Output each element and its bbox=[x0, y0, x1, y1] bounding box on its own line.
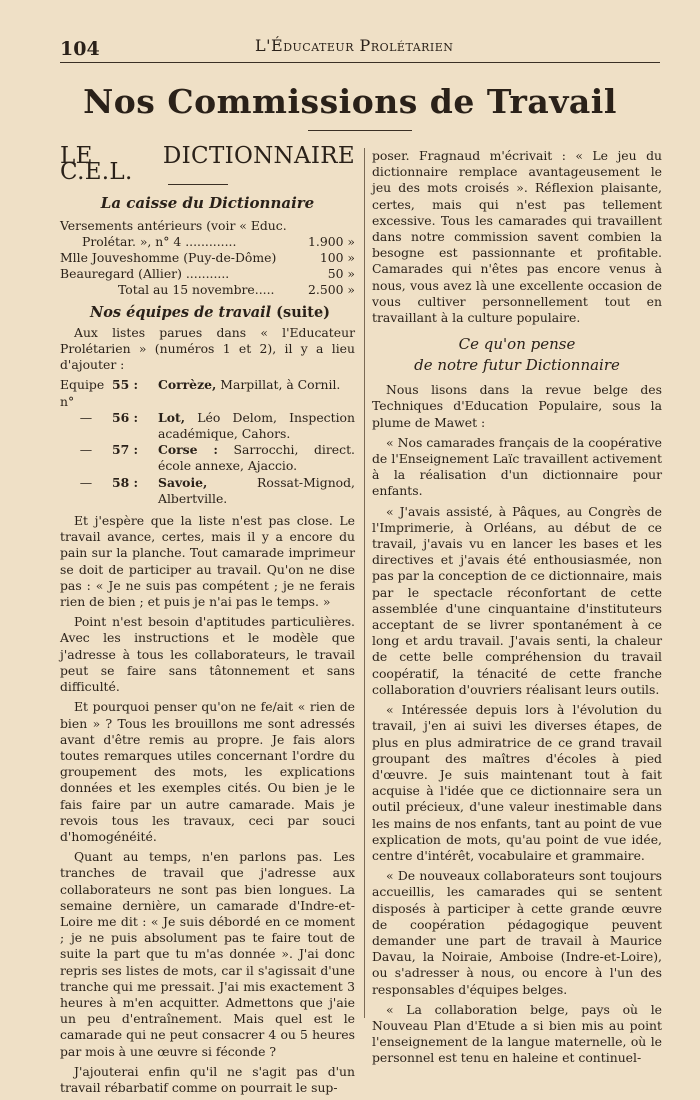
caisse-amount: 50 » bbox=[327, 266, 355, 282]
section-title-opinion bbox=[372, 334, 662, 376]
caisse-amount: 1.900 » bbox=[308, 233, 355, 249]
caisse-row bbox=[60, 234, 355, 250]
left-column bbox=[60, 143, 355, 1100]
equipe-text bbox=[158, 410, 355, 442]
equipe-number: 55 : bbox=[112, 377, 139, 393]
caisse-title: La caisse du Dictionnaire bbox=[100, 194, 315, 213]
caisse-amount: 100 » bbox=[319, 250, 355, 266]
equipes-title-text: Nos équipes de travail bbox=[90, 303, 272, 321]
page-title: Nos Commissions de Travail bbox=[83, 82, 617, 121]
equipe-entry bbox=[60, 475, 355, 507]
body-paragraph: Point n'est besoin d'aptitudes particulières. Avec les instructions et le modèle que j'adresse à tous les collaborateurs, le travail peut se faire sans tâtonnement et sans difficulté. bbox=[60, 614, 355, 695]
equipes-list bbox=[60, 377, 355, 507]
caisse-row bbox=[60, 250, 355, 266]
equipe-detail: Marpillat, à Cornil. bbox=[220, 377, 341, 393]
equipes-title-suffix: (suite) bbox=[276, 303, 331, 321]
section-rule bbox=[168, 184, 228, 185]
page-number: 104 bbox=[60, 38, 100, 60]
running-head: L'Éducateur Prolétarien bbox=[255, 36, 454, 55]
equipe-detail: Léo Delom, Inspection académique, Cahors. bbox=[158, 409, 355, 442]
equipe-entry bbox=[60, 410, 355, 442]
section-title-line-1: Ce qu'on pense bbox=[458, 335, 576, 354]
equipe-number: 57 : bbox=[112, 442, 139, 458]
caisse-label: Mlle Jouveshomme (Puy-de-Dôme) bbox=[60, 250, 277, 266]
caisse-label: Beauregard (Allier) ........... bbox=[60, 266, 230, 282]
equipe-prefix: — bbox=[79, 442, 93, 458]
equipe-region: Corrèze, bbox=[158, 377, 217, 393]
equipe-prefix: — bbox=[79, 474, 93, 490]
equipe-entry bbox=[60, 377, 355, 409]
equipe-text bbox=[158, 475, 355, 507]
equipes-intro: Aux listes parues dans « l'Educateur Prolétarien » (numéros 1 et 2), il y a lieu d'ajouter : bbox=[60, 324, 355, 373]
right-column bbox=[372, 148, 662, 1071]
body-paragraph: « De nouveaux collaborateurs sont toujours accueillis, les camarades qui se sentent disposés à participer à cette grande œuvre de coopération pédagogique peuvent demander une part de travail à Maurice Davau, la Noiraie, Amboise (Indre-et-Loire), ou s'adresser à nous, ou encore à l'un des responsables d'équipes belges. bbox=[372, 868, 662, 997]
caisse-table bbox=[60, 218, 355, 299]
equipe-region: Corse : bbox=[158, 442, 218, 458]
equipe-region: Lot, bbox=[158, 409, 186, 425]
body-paragraph: Nous lisons dans la revue belge des Techniques d'Education Populaire, sous la plume de Mawet : bbox=[372, 382, 662, 430]
title-rule bbox=[308, 130, 412, 131]
equipe-text bbox=[158, 442, 355, 474]
equipe-number: 56 : bbox=[112, 409, 139, 425]
body-paragraph: J'ajouterai enfin qu'il ne s'agit pas d'un travail rébarbatif comme on pourrait le sup- bbox=[60, 1063, 355, 1095]
body-paragraph: poser. Fragnaud m'écrivait : « Le jeu du dictionnaire remplace avantageusement le jeu des mots croisés ». Réflexion plaisante, certes, mais qui n'est pas tellement excessive. Tous les camarades qui travaillent dans notre commission savent combien la besogne est passionnante et profitable. Camarades qui n'êtes pas encore venus à nous, vous avez là une excellente occasion de vous cultiver personnellement tout en travaillant à la culture populaire. bbox=[372, 148, 662, 326]
equipe-prefix: Equipe n° bbox=[60, 377, 105, 409]
body-paragraph: « La collaboration belge, pays où le Nouveau Plan d'Etude a si bien mis au point l'enseignement de la langue maternelle, où le personnel est tenu en haleine et continuel- bbox=[372, 1001, 662, 1066]
equipe-text bbox=[158, 377, 355, 409]
column-divider bbox=[364, 148, 365, 1018]
equipe-detail: Rossat-Mignod, Albertville. bbox=[158, 474, 355, 506]
equipe-entry bbox=[60, 442, 355, 474]
equipe-prefix: — bbox=[79, 409, 93, 425]
caisse-label: Prolétar. », n° 4 ............. bbox=[82, 233, 237, 249]
equipes-title bbox=[90, 305, 355, 321]
caisse-row bbox=[60, 266, 355, 282]
body-paragraph: Et pourquoi penser qu'on ne fe/ait « rien de bien » ? Tous les brouillons me sont adressés avant d'être remis au propre. Je fais alors toutes remarques utiles concernant l'ordre du groupement des mots, les explications données et les exemples cités. Ou bien je le fais faire par un autre camarade. Mais je revois tous les travaux, ceci par souci d'homogénéité. bbox=[60, 699, 355, 844]
body-paragraph: Quant au temps, n'en parlons pas. Les tranches de travail que j'adresse aux collaborateurs ne sont pas bien longues. La semaine dernière, un camarade d'Indre-et-Loire me dit : « Je suis débordé en ce moment ; je ne puis absolument pas te faire tout de suite la part que tu m'as donnée ». J'ai donc repris ses listes de mots, car il s'agissait d'une tranche qui me pressait. J'ai mis exactement 3 heures à m'en acquitter. Admettons que j'aie un peu d'entraînement. Mais quel est le camarade qui ne peut consacrer 4 ou 5 heures par mois à une œuvre si féconde ? bbox=[60, 849, 355, 1059]
section-title-dictionnaire: LE DICTIONNAIRE C.E.L. bbox=[60, 143, 355, 186]
section-title-line-2: de notre futur Dictionnaire bbox=[414, 356, 620, 375]
page-header bbox=[60, 34, 660, 63]
body-paragraph: « Intéressée depuis lors à l'évolution du travail, j'en ai suivi les diverses étapes, de plus en plus admiratrice de ce grand travail groupant des maîtres d'écoles à pied d'œuvre. Je suis maintenant tout à fait acquise à l'idée que ce dictionnaire sera un outil précieux, d'une valeur inestimable dans les mains de nos enfants, tant au point de vue explication de mots, qu'au point de vue idée, centre d'intérêt, vocabulaire et grammaire. bbox=[372, 702, 662, 863]
body-paragraph: « J'avais assisté, à Pâques, au Congrès de l'Imprimerie, à Orléans, au début de ce travail, j'avais vu en lancer les bases et les directives et j'avais été enthousiasmée, non pas par la conception de ce dictionnaire, mais par le spectacle réconfortant de cette assemblée d'une cinquantaine d'instituteurs acceptant de se livrer spontanément à ce long et ardu travail. J'avais senti, la chaleur de cette belle compréhension du travail coopératif, la ténacité de cette franche collaboration d'ouvriers réalisant leurs outils. bbox=[372, 503, 662, 697]
body-paragraph: Et j'espère que la liste n'est pas close. Le travail avance, certes, mais il y a encore du pain sur la planche. Tout camarade imprimeur se doit de participer au travail. Qu'on ne dise pas : « Je ne suis pas compétent ; je ne ferais rien de bien ; et puis je n'ai pas le temps. » bbox=[60, 513, 355, 610]
caisse-row bbox=[60, 282, 355, 298]
body-paragraph: « Nos camarades français de la coopérative de l'Enseignement Laïc travaillent activement à la réalisation d'un dictionnaire pour enfants. bbox=[372, 434, 662, 499]
caisse-total-label: Total au 15 novembre..... bbox=[118, 282, 275, 298]
equipe-detail: Sarrocchi, direct. école annexe, Ajaccio. bbox=[158, 442, 355, 474]
equipe-region: Savoie, bbox=[158, 474, 208, 490]
caisse-row bbox=[60, 218, 355, 234]
equipe-number: 58 : bbox=[112, 474, 139, 490]
caisse-label: Versements antérieurs (voir « Educ. bbox=[60, 217, 287, 233]
caisse-total-amount: 2.500 » bbox=[308, 282, 355, 298]
